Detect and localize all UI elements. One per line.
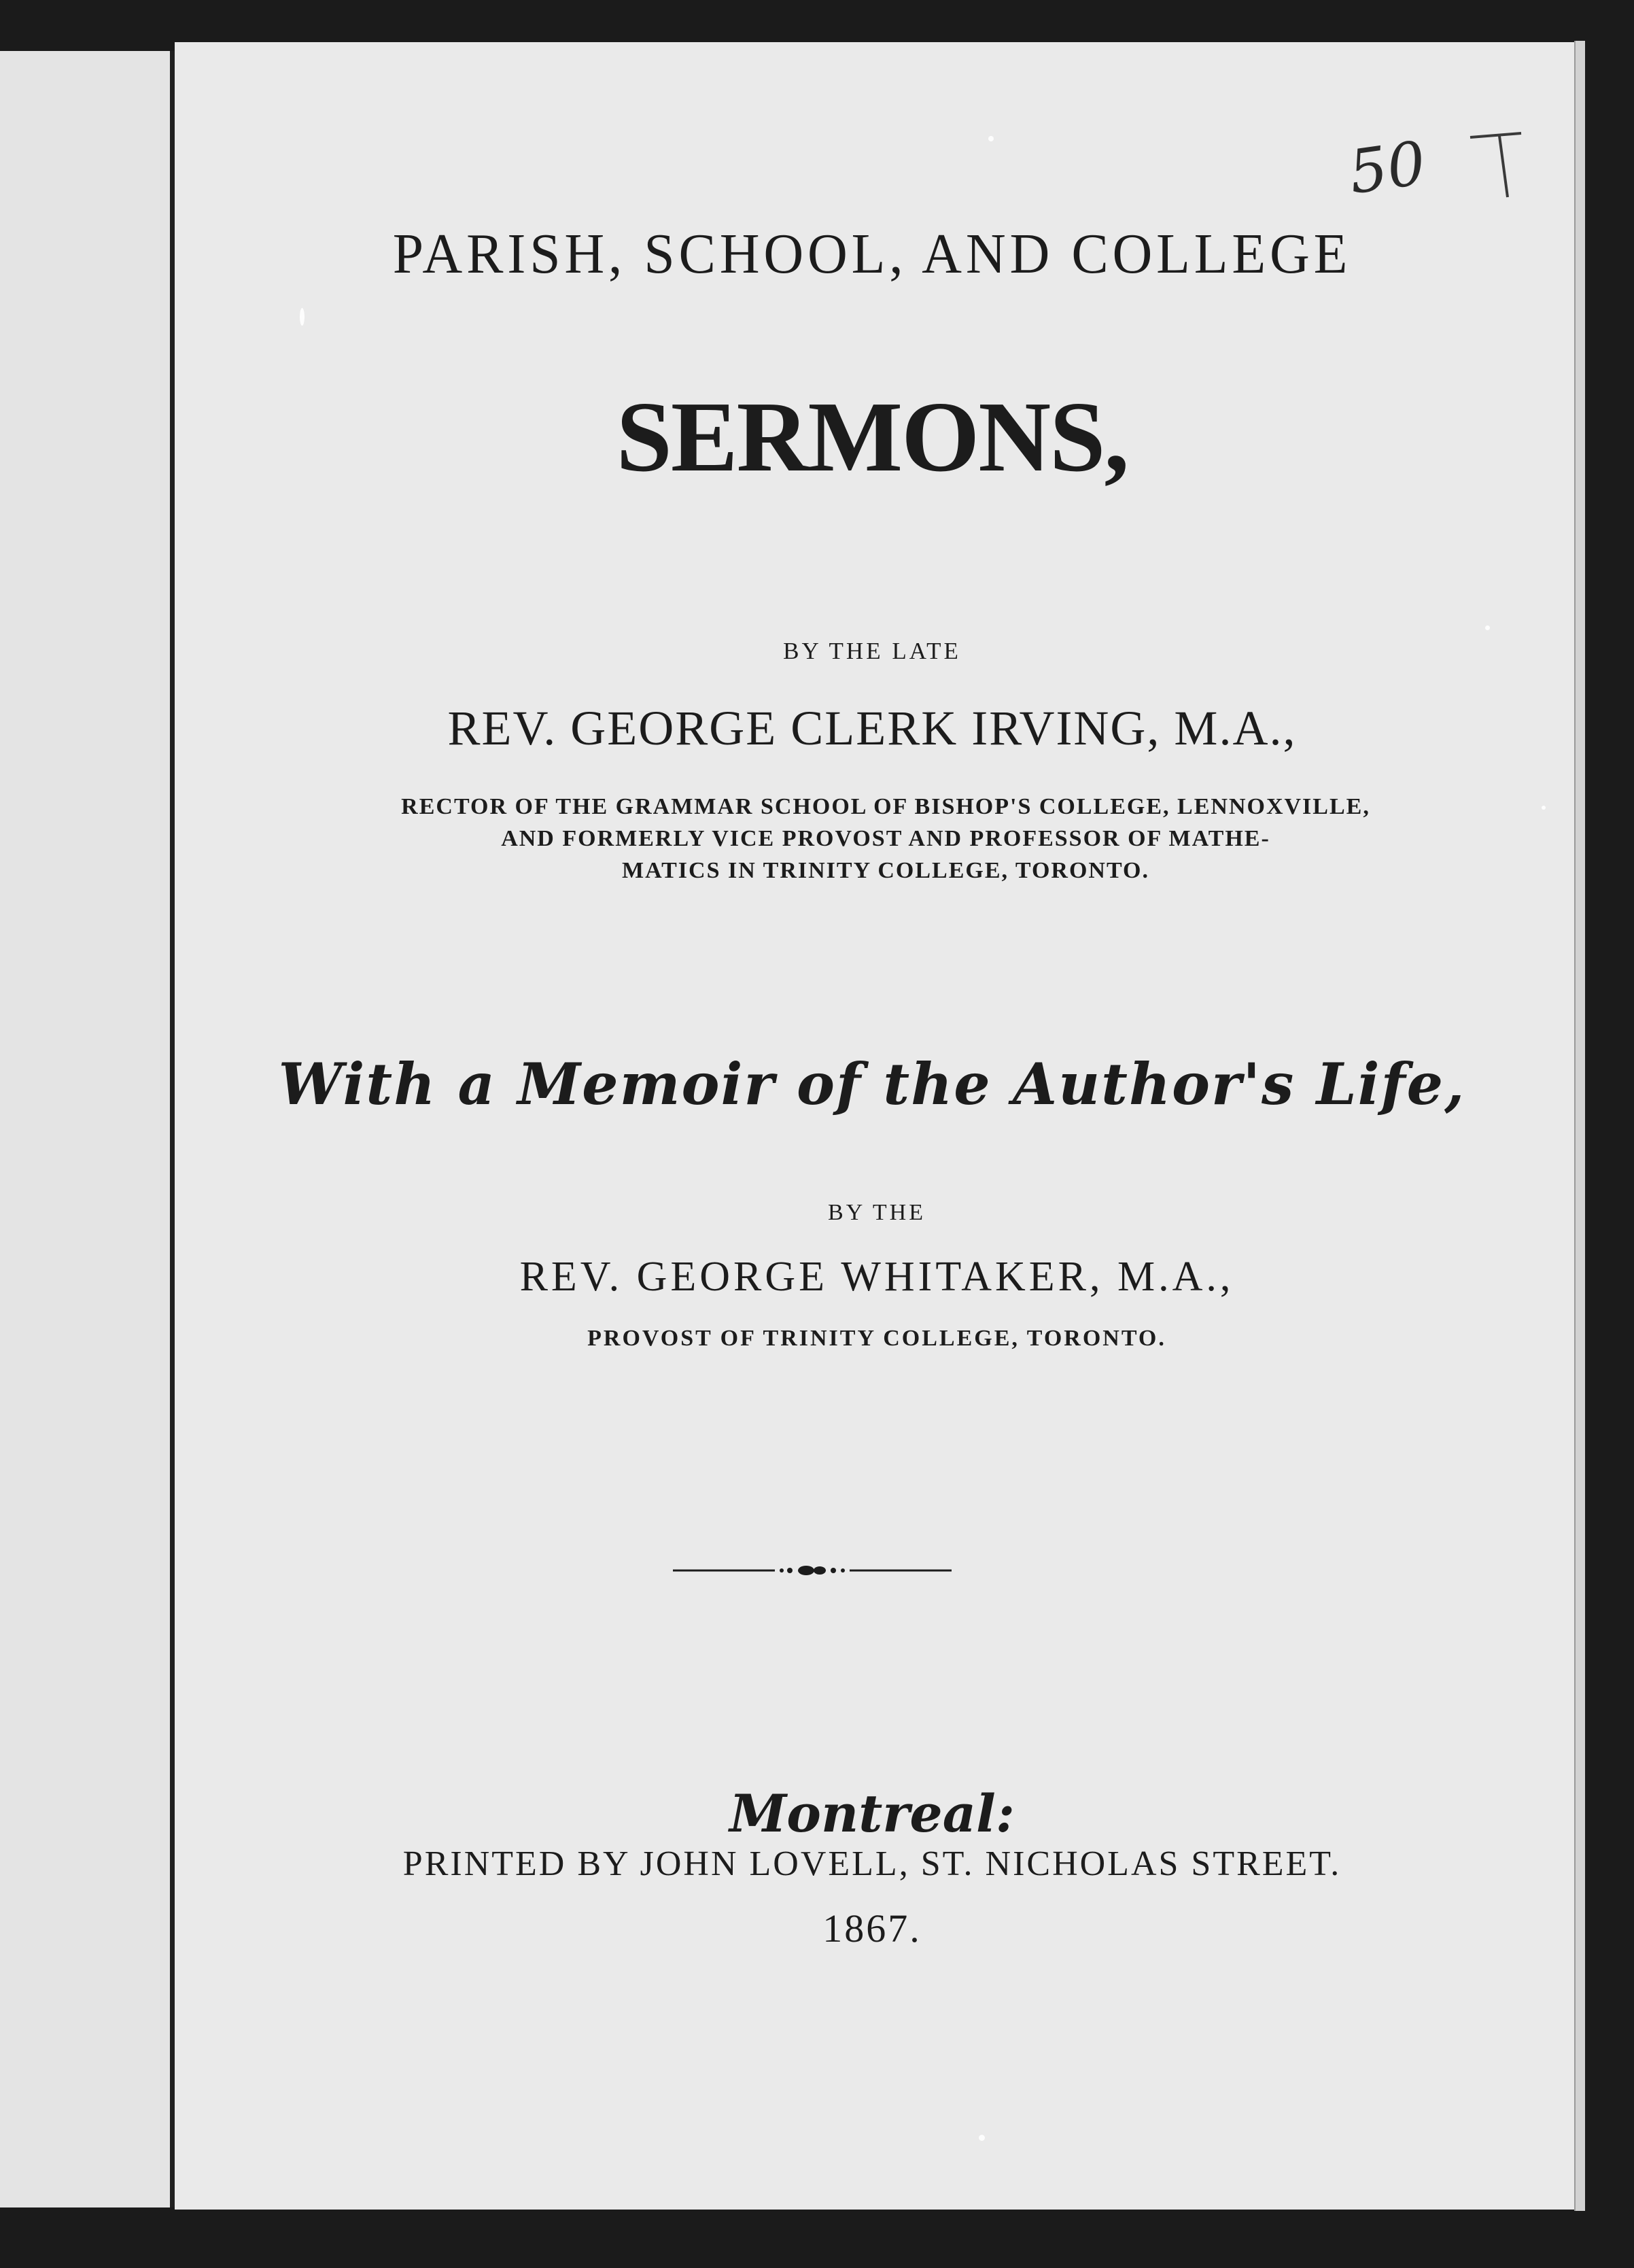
main-title: SERMONS,	[616, 381, 1128, 493]
by-line-author: BY THE LATE	[783, 638, 961, 664]
ornament-rule-icon	[673, 1557, 952, 1584]
pencil-page-number: 50	[1344, 127, 1430, 208]
series-line: PARISH, SCHOOL, AND COLLEGE	[392, 222, 1352, 286]
memoir-line: With a Memoir of the Author's Life,	[278, 1050, 1466, 1118]
imprint-printer: PRINTED BY JOHN LOVELL, ST. NICHOLAS STREET.	[402, 1844, 1342, 1883]
facing-page-edge	[0, 51, 198, 2207]
memoir-author-title: PROVOST OF TRINITY COLLEGE, TORONTO.	[587, 1326, 1166, 1351]
author-name: REV. GEORGE CLERK IRVING, M.A.,	[447, 701, 1297, 755]
scan-speck	[988, 136, 994, 141]
by-line-memoir: BY THE	[828, 1200, 926, 1225]
credentials-line: MATICS IN TRINITY COLLEGE, TORONTO.	[622, 858, 1149, 883]
scan-speck	[1485, 625, 1490, 630]
imprint-city: Montreal:	[729, 1783, 1015, 1844]
page-edge-shadow	[1574, 41, 1585, 2211]
scan-speck	[300, 308, 305, 326]
imprint-year: 1867.	[822, 1906, 922, 1951]
memoir-author-name: REV. GEORGE WHITAKER, M.A.,	[519, 1254, 1234, 1300]
pencil-mark-icon	[1467, 129, 1528, 211]
credentials-line: RECTOR OF THE GRAMMAR SCHOOL OF BISHOP'S COLLEGE, LENNOXVILLE,	[401, 794, 1370, 819]
author-credentials	[184, 791, 1588, 887]
binding-fold	[170, 51, 175, 2207]
scan-speck	[979, 2135, 985, 2141]
title-page	[175, 42, 1579, 2210]
credentials-line: AND FORMERLY VICE PROVOST AND PROFESSOR OF MATHE-	[501, 826, 1270, 851]
